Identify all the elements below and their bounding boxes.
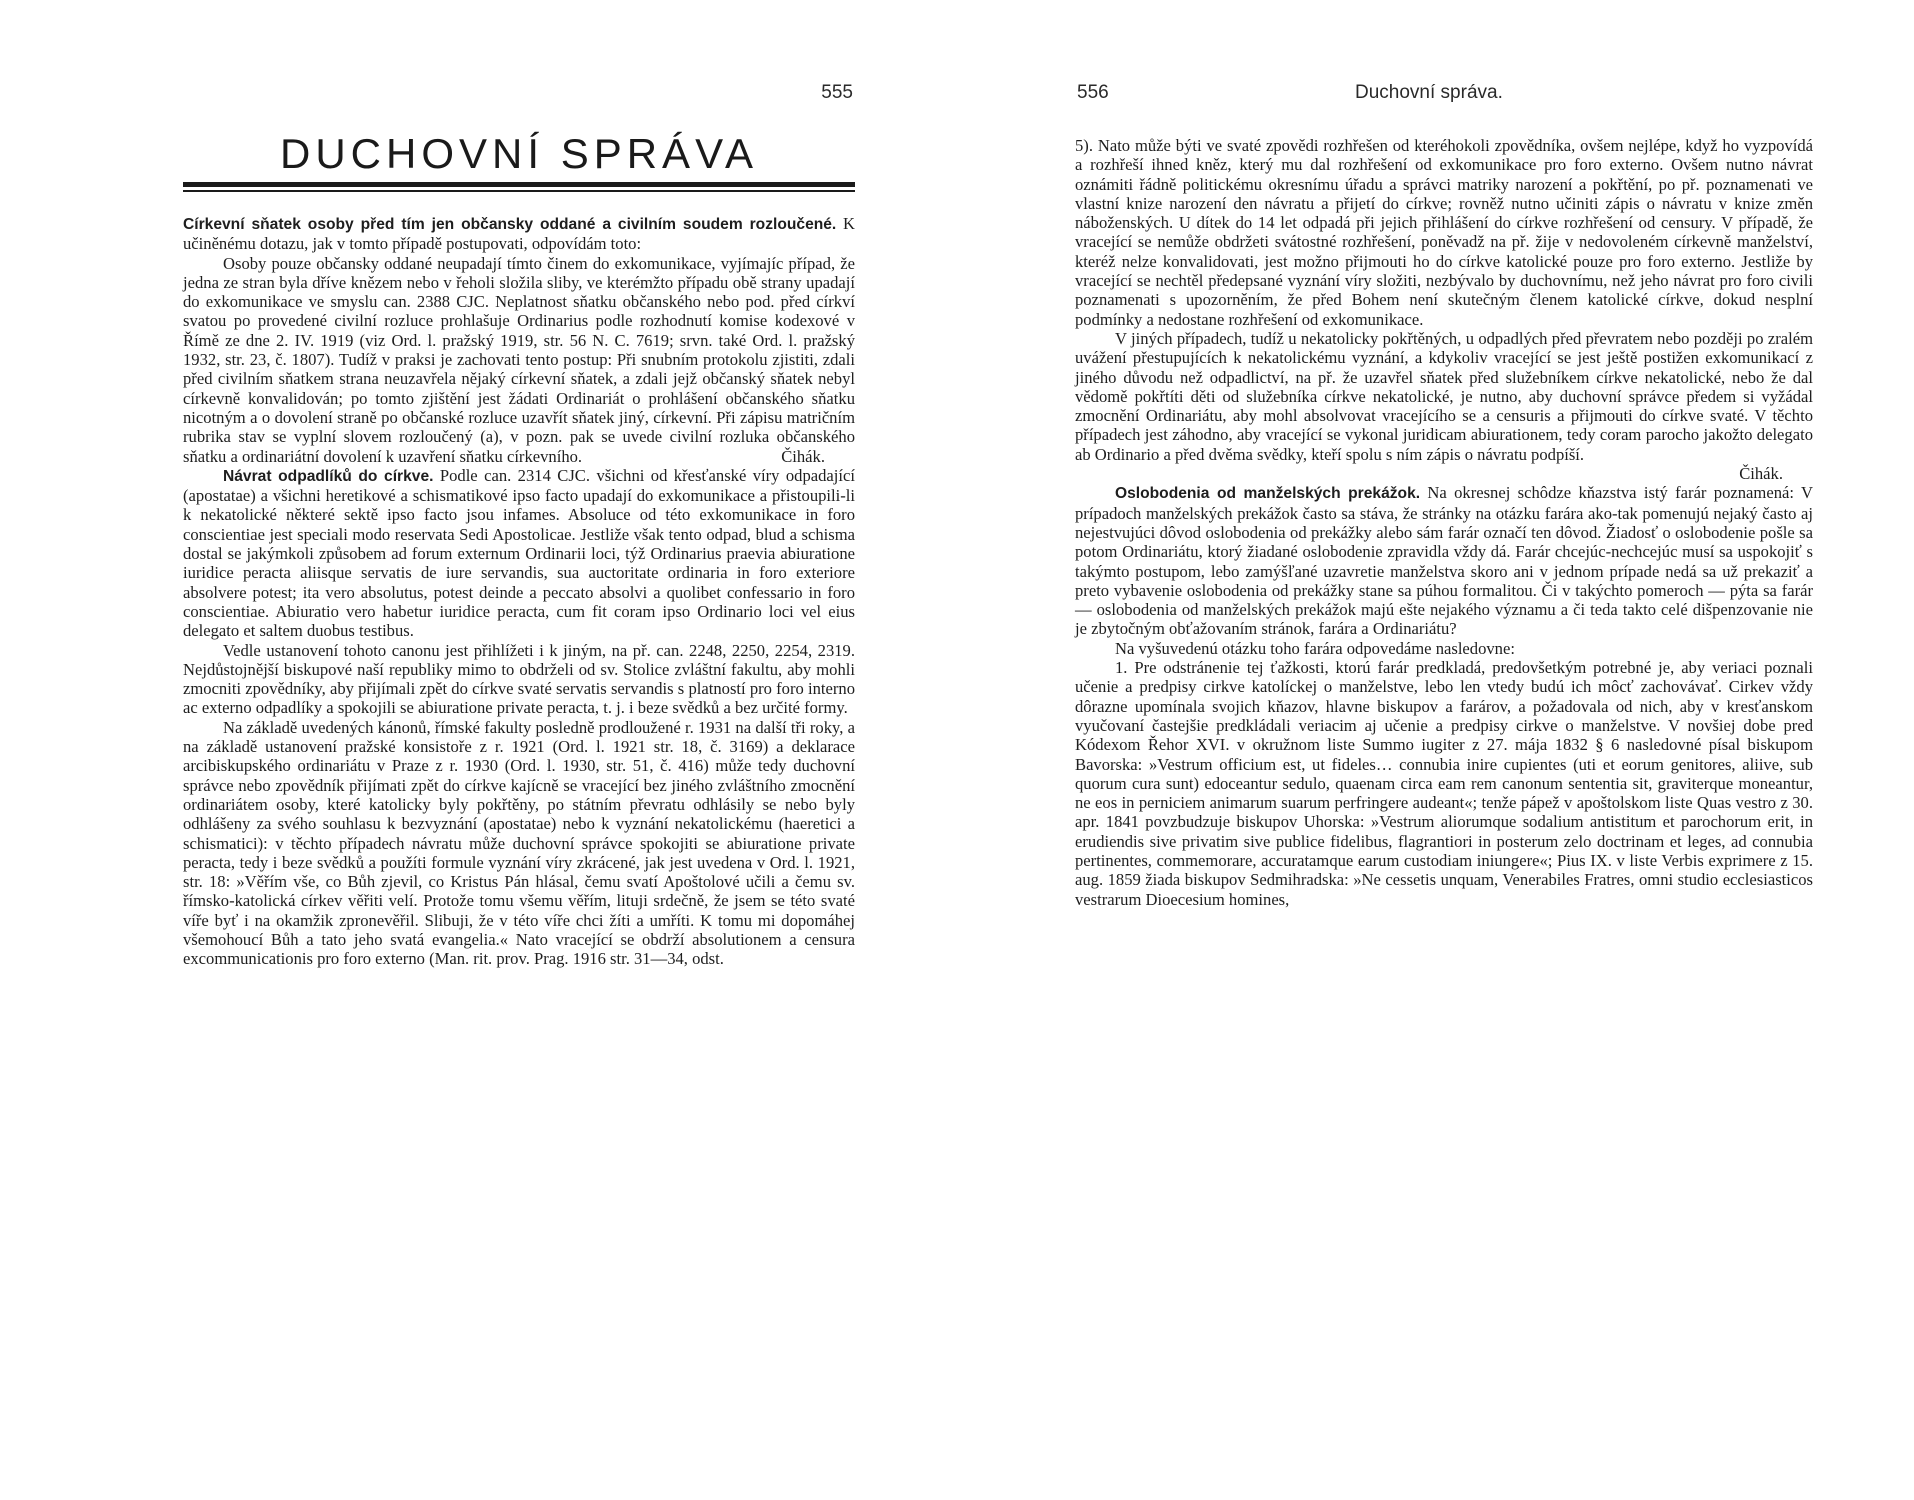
author-signature: Čihák. <box>781 446 825 466</box>
paragraph <box>183 466 855 641</box>
paragraph-text: K učiněnému dotazu, jak v tomto případě postupovati, odpovídám toto: <box>183 214 856 254</box>
title-rule-thin <box>183 190 855 192</box>
paragraph <box>183 214 855 254</box>
paragraph-text: Podle can. 2314 CJC. všichni od křesťanské víry odpadající (apostatae) a všichni heretikové a schismatikové ipso facto upadají do exkomunikace a přistoupili-li k nekatolické některé sektě ipso facto jsou infames. Absoluce od této exkomunikace in foro conscientiae jest speciali modo reservata Sedi Apostolicae. Jestliže však tento odpad, blud a schisma dostal se jakýmkoli způsobem ad forum externum Ordinarii loci, týž Ordinarius praevia abiuratione iuridice peracta aliisque servatis de iure servandis, sua auctoritate ordinaria in foro exteriore absolvere potest; ita vero absolutus, potest deinde a peccato absolvi a quolibet confessario in foro conscientiae. Abiuratio vero habetur iuridice peracta, cum fit coram ipso Ordinario loci vel eius delegato et saltem duobus testibus. <box>183 465 855 641</box>
running-head: Duchovní správa. <box>1355 82 1503 103</box>
paragraph-text: Na okresnej schôdze kňazstva istý farár poznamená: V prípadoch manželských prekážok často sa stáva, že stránky na otázku farára ako-tak pomenujú nejaký často aj nejestvujúci dôvod oslobodenia od prekážky alebo sám farár označí ten dôvod. Žiadosť o oslobodenie pošle sa potom Ordinariátu, ktorý žiadané oslobodenie zpravidla vždy dá. Farár chcejúc-nechcejúc musí sa uspokojiť s takýmto postupom, lebo zamýšľané uzavretie manželstva skoro ani v jednom prípade nedá sa už prekaziť a preto vybavenie oslobodenia od prekážky stane sa púhou formalitou. Či v takýchto pomeroch — pýta sa farár — oslobodenia od manželských prekážok majú ešte nejakého významu a či teda takto celé dišpenzovanie nie je zbytočným obťažovaním stránok, farára a Ordinariátu? <box>1075 483 1813 639</box>
paragraph: V jiných případech, tudíž u nekatolicky pokřtěných, u odpadlých před převratem nebo později po zralém uvážení přestupujících k nekatolickému vyznání, a kdykoliv vracející se jest ještě postižen exkomunikací z jiného důvodu než odpadlictví, na př. že uzavřel sňatek před služebníkem církve nekatolické, nebo že dal vědomě pokřtíti děti od služebníka církve nekatolické, je nutno, aby duchovní správce předem si vyžádal zmocnění Ordinariátu, aby mohl absolvovat vracejícího se a censuris a přijmouti do církve svaté. V těchto případech jest záhodno, aby vracející se vykonal juridicam abiurationem, tedy coram parocho jakožto delegato ab Ordinario a před dvěma svědky, kteří spolu s ním zápis o návratu podpíší. <box>1075 328 1813 464</box>
author-signature: Čihák. <box>1739 464 1783 484</box>
paragraph: Vedle ustanovení tohoto canonu jest přihlížeti i k jiným, na př. can. 2248, 2250, 2254, 2319. Nejdůstojnější biskupové naší republiky mimo to obdrželi od sv. Stolice zvláštní fakultu, aby mohli zmocniti zpovědníky, aby přijímali zpět do církve svaté servatis servandis s platností pro foro interno ac externo odpadlíky a spokojili se abiuratione private peracta, t. j. i beze svědků a bez určité formy. <box>183 640 855 718</box>
paragraph <box>1075 483 1813 638</box>
paragraph <box>183 254 855 466</box>
paragraph: 1. Pre odstránenie tej ťažkosti, ktorú farár predkladá, predovšetkým potrebné je, aby veriaci poznali učenie a predpisy cirkve katolíckej o manželstve, lebo len vtedy budú ich môcť zachovávať. Cirkev vždy dôrazne upomínala svojich kňazov, hlavne biskupov a farárov, a požadovala od nich, aby v kresťanskom vyučovaní častejšie predkládali veriacim aj učenie a predpisy cirkve o manželstve. V novšiej dobe pred Kódexom Řehor XVI. v okružnom liste Summo iugiter z 27. mája 1832 § 6 nasledovné písal biskupom Bavorska: »Vestrum officium est, ut fideles… connubia inire cupientes (uti et eorum genitores, aliive, sub quorum cura sunt) edoceantur sedulo, quaenam circa eam rem canonum sententia sit, graviterque moneantur, ne eos in perniciem animarum suarum perfringere audeant«; tenže pápež v apoštolskom liste Quas vestro z 30. apr. 1841 povzbudzuje biskupov Uhorska: »Vestrum aliorumque sodalium antistitum et parochorum erit, in erudiendis sive privatim sive publice fidelibus, flagrantiori in posterum zelo doctrinam et leges, ad connubia pertinentes, commemorare, accuratamque earum custodiam iniungere«; Pius IX. v liste Verbis exprimere z 15. aug. 1859 žiada biskupov Sedmihradska: »Ne cessetis unquam, Venerabiles Fratres, omni studio ecclesiasticos vestrarum Dioecesium homines, <box>1075 658 1813 909</box>
left-page-body <box>183 214 855 969</box>
section-heading: Církevní sňatek osoby před tím jen občansky oddané a civilním soudem rozloučené. <box>183 216 837 233</box>
section-heading: Oslobodenia od manželských prekážok. <box>1115 485 1421 503</box>
title-rule-thick <box>183 182 855 187</box>
paragraph: Na základě uvedených kánonů, římské fakulty posledně prodloužené r. 1931 na další tři roky, a na základě ustanovení pražské konsistoře z r. 1921 (Ord. l. 1921 str. 18, č. 3169) a deklarace arcibiskupského ordinariátu v Praze z r. 1930 (Ord. l. 1930, str. 51, č. 416) může tedy duchovní správce nebo zpovědník přijímati zpět do církve kajícně se vracející bez jiného zvláštního zmocnění ordinariátem osoby, které katolicky byly pokřtěny, po státním převratu odhlásily se nebo byly odhlášeny za svého souhlasu k bezvyznání (apostatae) nebo k vyznání nekatolickému (haeretici a schismatici): v těchto případech návratu může duchovní správce spokojiti se abiuratione private peracta, tedy i beze svědků a použíti formule vyznání víry zkrácené, jak jest uvedena v Ord. l. 1921, str. 18: »Věřím vše, co Bůh zjevil, co Kristus Pán hlásal, čemu svatí Apoštolové učili a čemu sv. římsko-katolická církev věřiti velí. Protože tomu všemu věřím, lituji srdečně, že jsem se této svaté víře byť i na okamžik zpronevěřil. Slibuji, že v této víře chci žíti a umříti. K tomu mi dopomáhej všemohoucí Bůh a tato jeho svatá evangelia.« Nato vracející se obdrží absolutionem a censura excommunicationis pro foro externo (Man. rit. prov. Prag. 1916 str. 31—34, odst. <box>183 717 855 969</box>
page-number: 555 <box>821 82 853 103</box>
paragraph: Na vyšuvedenú otázku toho farára odpovedáme nasledovne: <box>1115 638 1515 658</box>
right-page-body <box>1075 136 1813 909</box>
page-title: DUCHOVNÍ SPRÁVA <box>280 130 758 177</box>
paragraph: 5). Nato může býti ve svaté zpovědi rozhřešen od kteréhokoli zpovědníka, ovšem nejlépe, když ho vyzpovídá a rozhřeší ihned kněz, který mu dal rozhřešení od exkomunikace pro foro externo. Ovšem nutno návrat oznámiti řádně politickému okresnímu úřadu a správci matriky narození a pokřtění, po př. poznamenati ve vlastní knize narození den návratu a přijetí do církve; rovněž nutno učiniti zápis o návratu v knize změn náboženských. U dítek do 14 let odpadá při jejich přihlášení do církve rozhřešení od censury. V případě, že vracející se nemůže obdržeti svátostné rozhřešení, poněvadž na př. žije v nedovoleném církevně manželství, kteréž nelze konvalidovati, jest možno přijmouti ho do církve katolické pouze pro foro externo. Jestliže by vracející se nechtěl předepsané vyznání víry složiti, nezbývalo by duchovnímu, než jeho návrat pro foro civili poznamenati s upozorněním, že před Bohem není skutečným členem katolické církve, dokud nesplní podmínky a nedostane rozhřešení od exkomunikace. <box>1075 136 1813 329</box>
section-heading: Návrat odpadlíků do církve. <box>223 467 434 485</box>
page-number: 556 <box>1077 82 1109 103</box>
paragraph-text: Osoby pouze občansky oddané neupadají tímto činem do exkomunikace, vyjímajíc případ, že jedna ze stran byla dříve knězem nebo v řeholi složila sliby, ve kterémžto případu obě strany upadají do exkomunikace ve smyslu can. 2388 CJC. Neplatnost sňatku občanského nebo pod. před církví svatou po provedené civilní rozluce prohlašuje Ordinarius podle rozhodnutí komise kodexové v Římě ze dne 2. IV. 1919 (viz Ord. l. pražský 1919, str. 56 N. C. 7619; srvn. také Ord. l. pražský 1932, str. 23, č. 1807). Tudíž v praksi je zachovati tento postup: Při snubním protokolu zjistiti, zdali před civilním sňatkem strana neuzavřela nějaký církevní sňatek, a zdali jejž občanský sňatek nebyl církevně konvalidován; po tomto zjištění jest žádati Ordinariát o prohlášení občanského sňatku nicotným a o dovolení straně po občanské rozluce uzavřít sňatek jiný, církevní. Při zápisu matričním rubrika stav se vyplní slovem rozloučený (a), v pozn. pak se uvede civilní rozluka občanského sňatku a ordinariátní dovolení k uzavření sňatku církevního. <box>183 253 855 466</box>
